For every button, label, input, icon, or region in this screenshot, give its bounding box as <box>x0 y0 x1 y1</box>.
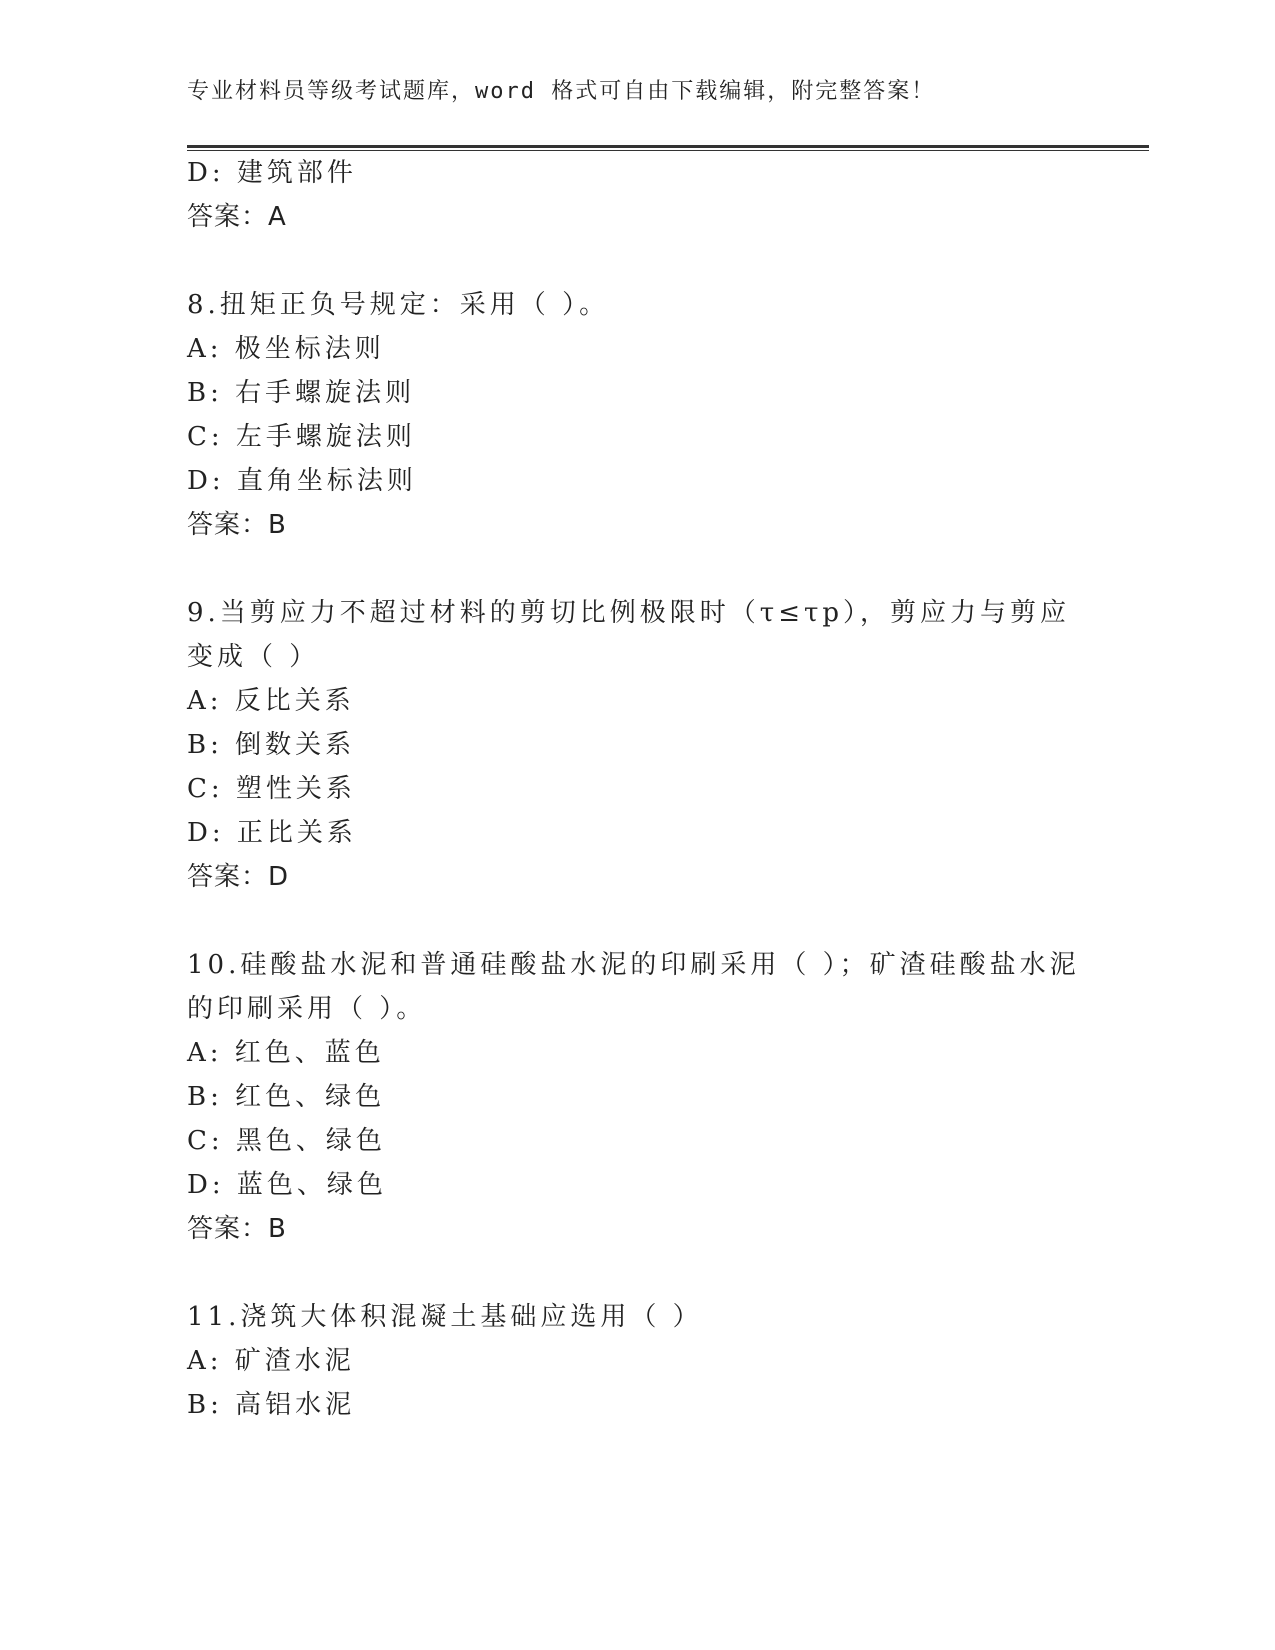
question-10-option-c: C: 黑色、绿色 <box>187 1126 386 1156</box>
question-10-stem-line-2: 的印刷采用（ ）。 <box>187 994 427 1024</box>
question-10-option-a: A: 红色、蓝色 <box>187 1038 385 1068</box>
question-9-option-c: C: 塑性关系 <box>187 774 356 804</box>
question-11-option-a: A: 矿渣水泥 <box>187 1346 355 1376</box>
question-8-option-c: C: 左手螺旋法则 <box>187 422 416 452</box>
question-9-stem-line-1: 9.当剪应力不超过材料的剪切比例极限时（τ≤τp），剪应力与剪应 <box>187 598 1071 628</box>
question-8-answer: 答案：B <box>187 510 287 540</box>
question-11-option-b: B: 高铝水泥 <box>187 1390 356 1420</box>
question-8-stem: 8.扭矩正负号规定：采用（ ）。 <box>187 290 610 320</box>
question-9-option-b: B: 倒数关系 <box>187 730 356 760</box>
question-9-answer: 答案：D <box>187 862 290 892</box>
question-8-option-b: B: 右手螺旋法则 <box>187 378 416 408</box>
header-divider-thin <box>187 150 1149 151</box>
question-10-stem-line-1: 10.硅酸盐水泥和普通硅酸盐水泥的印刷采用（ ）；矿渣硅酸盐水泥 <box>187 950 1080 980</box>
question-9-option-d: D: 正比关系 <box>187 818 357 848</box>
question-10-option-d: D: 蓝色、绿色 <box>187 1170 387 1200</box>
question-9-stem-line-2: 变成（ ） <box>187 642 320 672</box>
prev-option-d: D: 建筑部件 <box>187 158 357 188</box>
question-11-stem: 11.浇筑大体积混凝土基础应选用（ ） <box>187 1302 703 1332</box>
question-10-answer: 答案：B <box>187 1214 287 1244</box>
question-9-option-a: A: 反比关系 <box>187 686 355 716</box>
question-8-option-d: D: 直角坐标法则 <box>187 466 417 496</box>
header-divider-thick <box>187 145 1149 148</box>
page-header: 专业材料员等级考试题库，word 格式可自由下载编辑，附完整答案！ <box>187 79 936 104</box>
question-8-option-a: A: 极坐标法则 <box>187 334 385 364</box>
question-10-option-b: B: 红色、绿色 <box>187 1082 386 1112</box>
prev-answer: 答案：A <box>187 202 287 232</box>
